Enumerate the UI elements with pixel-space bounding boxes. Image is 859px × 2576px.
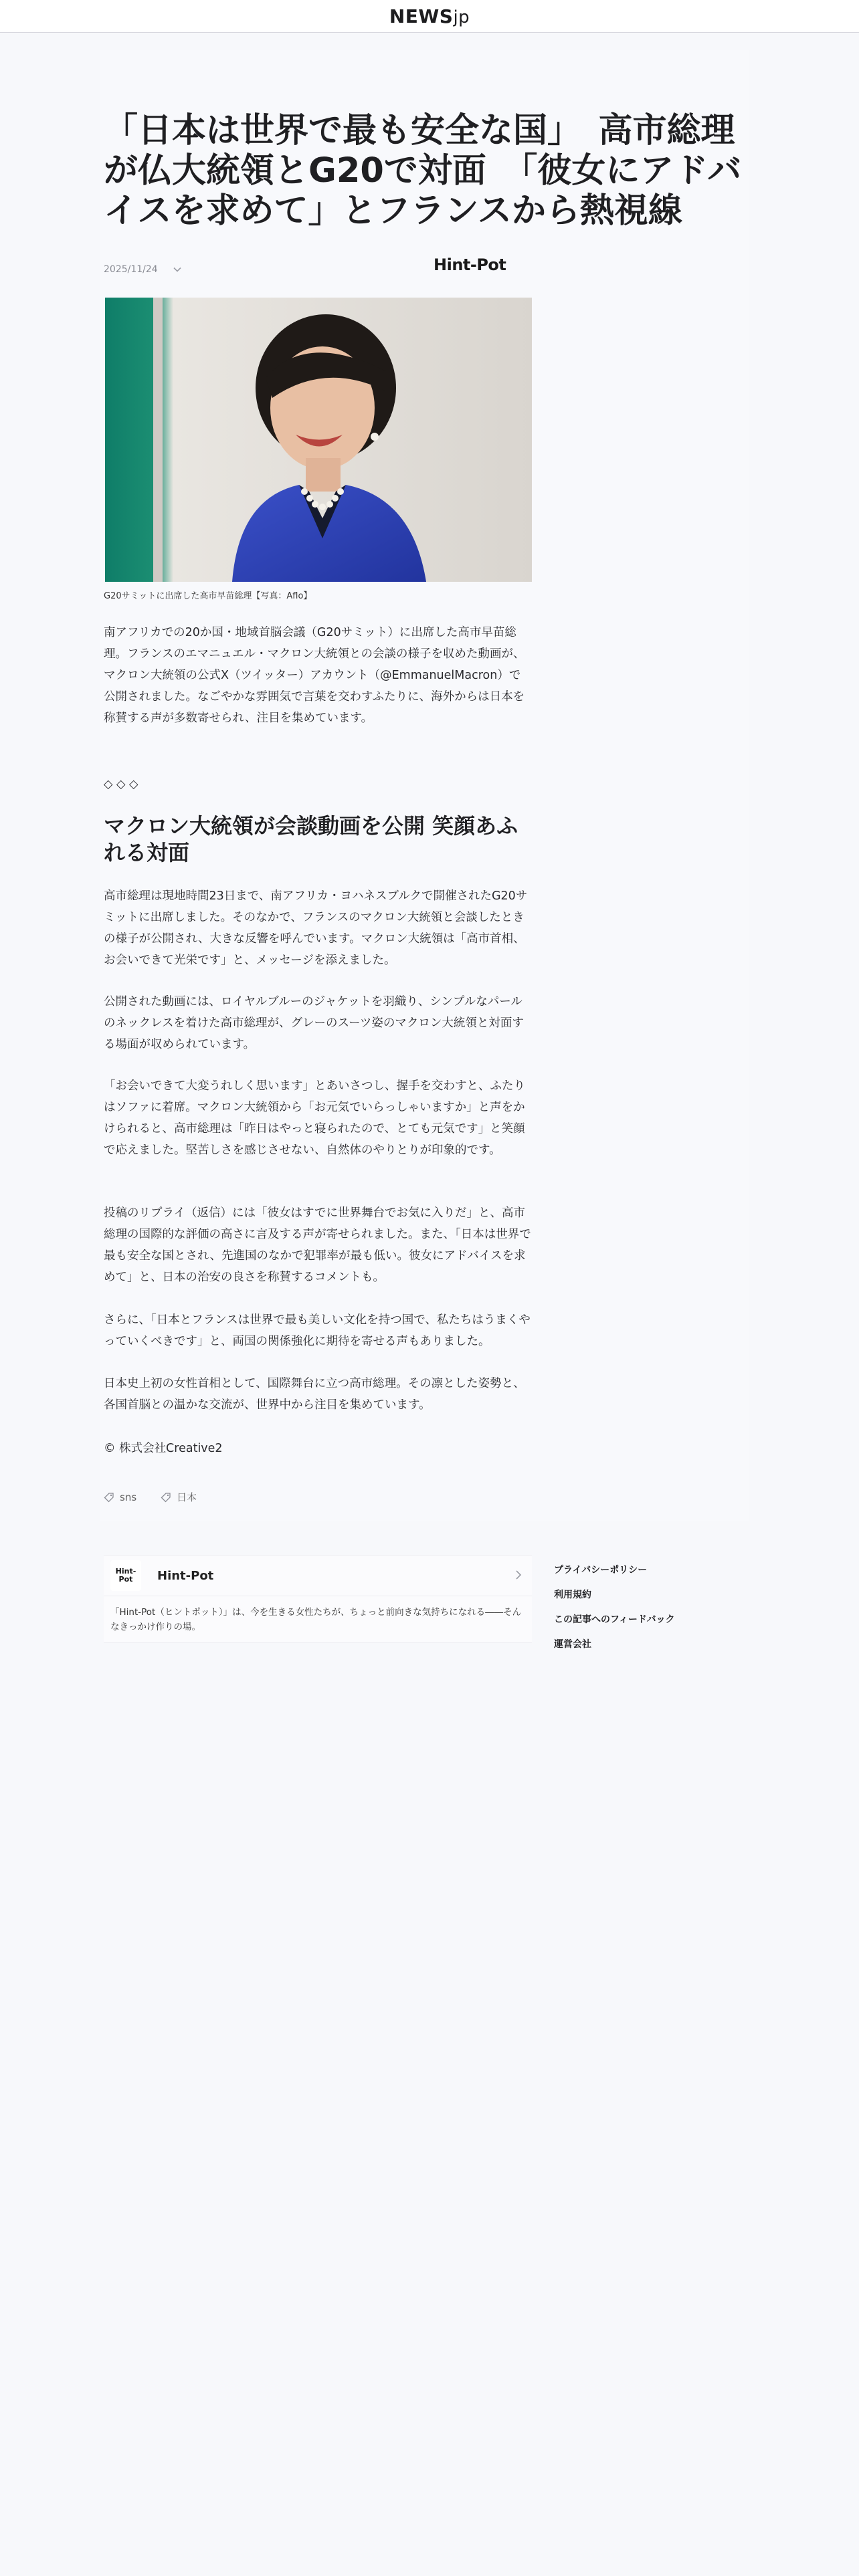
tag-link[interactable] xyxy=(161,1490,197,1504)
chevron-down-icon[interactable] xyxy=(173,265,182,274)
chevron-right-icon xyxy=(513,1569,524,1581)
tag-label: 日本 xyxy=(177,1491,197,1503)
section-divider: ◇ ◇ ◇ xyxy=(104,778,138,791)
article-title: 「日本は世界で最も安全な国」 高市総理が仏大統領とG20で対面 「彼女にアドバイスを求めて」とフランスから熱視線 xyxy=(104,111,742,231)
tag-icon xyxy=(104,1492,114,1503)
tag-icon xyxy=(161,1492,171,1503)
feedback-link[interactable]: この記事へのフィードバック xyxy=(554,1614,675,1625)
terms-link[interactable]: 利用規約 xyxy=(554,1590,591,1600)
footer-links xyxy=(554,1558,675,1657)
article-paragraph: 高市総理は現地時間23日まで、南アフリカ・ヨハネスブルクで開催されたG20サミットに出席しました。そのなかで、フランスのマクロン大統領と会談したときの様子が公開され、大きな反響を呼んでいます。マクロン大統領は「高市首相、お会いできて光栄です」と、メッセージを添えました。 xyxy=(104,889,528,967)
article-paragraph: 南アフリカでの20か国・地域首脳会議（G20サミット）に出席した高市早苗総理。フランスのエマニュエル・マクロン大統領との会談の様子を収めた動画が、マクロン大統領の公式X（ツイッター）アカウント（@EmmanuelMacron）で公開されました。なごやかな雰囲気で言葉を交わすふたりに、海外からは日本を称賛する声が多数寄せられ、注目を集めています。 xyxy=(104,626,525,725)
privacy-policy-link[interactable]: プライバシーポリシー xyxy=(554,1565,648,1576)
publisher-logo[interactable]: Hint-Pot xyxy=(434,255,506,274)
article-paragraph: さらに、「日本とフランスは世界で最も美しい文化を持つ国で、私たちはうまくやっていくべきです」と、両国の関係強化に期待を寄せる声もありました。 xyxy=(104,1313,531,1348)
image-caption: G20サミットに出席した高市早苗総理【写真：Aflo】 xyxy=(104,591,312,601)
tag-label: sns xyxy=(120,1491,137,1503)
site-logo[interactable]: NEWSjp xyxy=(389,5,470,27)
publisher-name: Hint-Pot xyxy=(157,1568,214,1583)
publisher-description: 「Hint-Pot（ヒントポット）」は、今を生きる女性たちが、ちょっと前向きな気持ちになれる――そんなきっかけ作りの場。 xyxy=(110,1607,522,1632)
article-date: 2025/11/24 xyxy=(104,264,158,275)
article-paragraph: 投稿のリプライ（返信）には「彼女はすでに世界舞台でお気に入りだ」と、高市総理の国際的な評価の高さに言及する声が寄せられました。また、「日本は世界で最も安全な国とされ、先進国のなかで犯罪率が最も低い。彼女にアドバイスを求めて」と、日本の治安の良さを称賛するコメントも。 xyxy=(104,1206,531,1284)
article-hero-image xyxy=(105,298,532,582)
article-paragraph: 日本史上初の女性首相として、国際舞台に立つ高市総理。その凛とした姿勢と、各国首脳との温かな交流が、世界中から注目を集めています。 xyxy=(104,1377,525,1412)
publisher-box xyxy=(104,1555,532,1643)
publisher-link[interactable] xyxy=(104,1555,532,1596)
tag-link[interactable] xyxy=(104,1490,136,1504)
article-paragraph: 公開された動画には、ロイヤルブルーのジャケットを羽織り、シンプルなパールのネックレスを着けた高市総理が、グレーのスーツ姿のマクロン大統領と対面する場面が収められています。 xyxy=(104,995,524,1051)
publisher-avatar: Hint-Pot xyxy=(110,1560,141,1591)
article-paragraph: 「お会いできて大変うれしく思います」とあいさつし、握手を交わすと、ふたりはソファに着席。マクロン大統領から「お元気でいらっしゃいますか」と声をかけられると、高市総理は「昨日はやっと寝られたので、とても元気です」と笑顔で応えました。堅苦しさを感じさせない、自然体のやりとりが印象的です。 xyxy=(104,1079,525,1157)
copyright-text: © 株式会社Creative2 xyxy=(104,1442,223,1455)
top-bar xyxy=(0,0,859,33)
operator-link[interactable]: 運営会社 xyxy=(554,1639,591,1650)
article-subheading: マクロン大統領が会談動画を公開 笑顔あふれる対面 xyxy=(104,813,518,865)
tag-list xyxy=(104,1490,197,1504)
